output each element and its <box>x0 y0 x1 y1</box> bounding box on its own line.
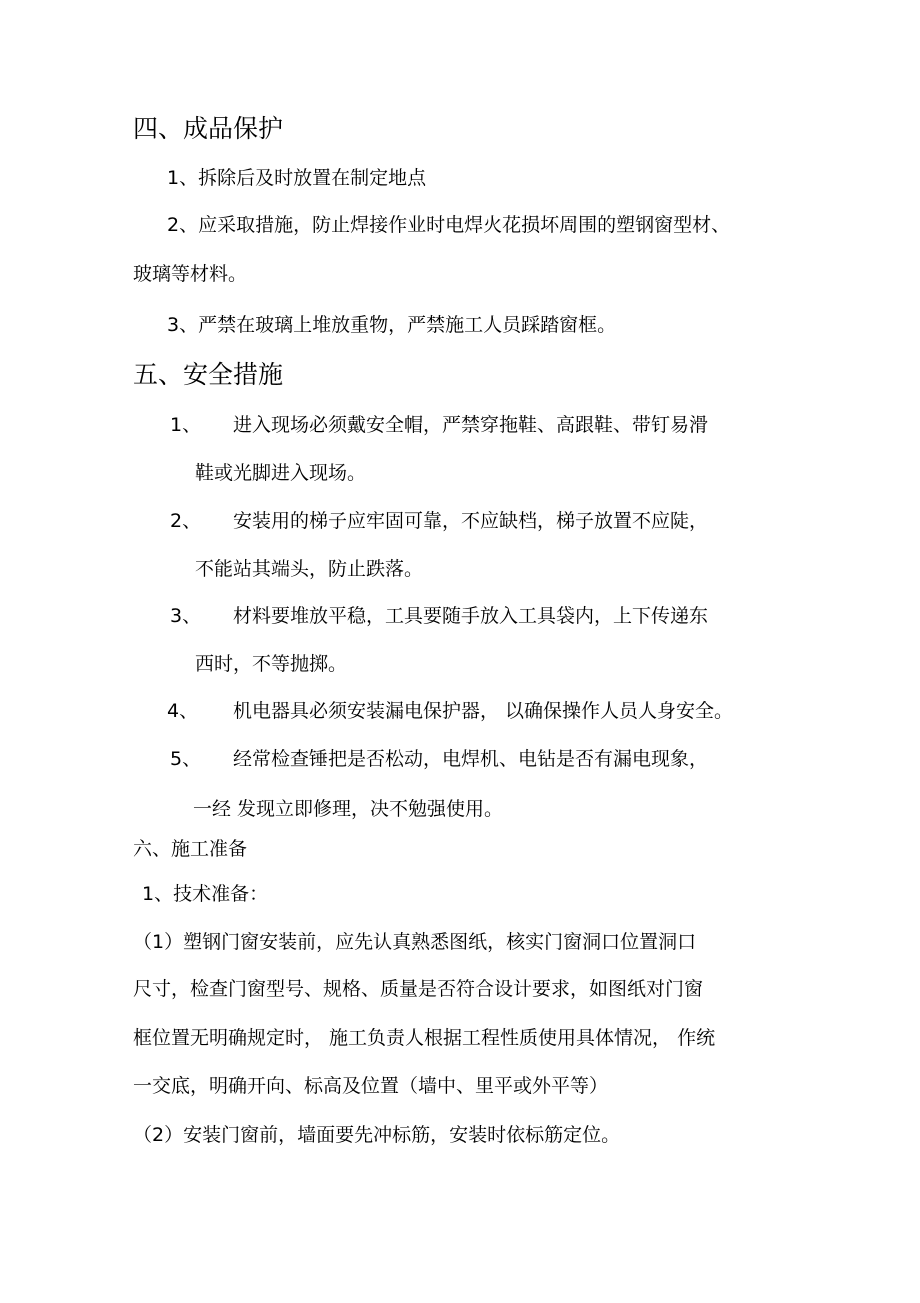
section-6-p1-line2: 尺寸，检查门窗型号、规格、质量是否符合设计要求，如图纸对门窗 <box>133 978 704 1000</box>
section-5-item-2-line1: 安装用的梯子应牢固可靠，不应缺档，梯子放置不应陡， <box>233 510 709 532</box>
section-5-item-3-number: 3、 <box>170 605 202 627</box>
section-5-item-5-line1: 经常检查锤把是否松动，电焊机、电钻是否有漏电现象， <box>233 748 709 770</box>
section-5-item-5-number: 5、 <box>170 748 202 770</box>
section-5-item-3-line2: 西时，不等抛掷。 <box>195 653 348 675</box>
section-4-heading: 四、成品保护 <box>133 114 284 143</box>
section-5-item-2-line2: 不能站其端头，防止跌落。 <box>195 558 424 580</box>
section-4-item-3: 3、严禁在玻璃上堆放重物，严禁施工人员踩踏窗框。 <box>167 314 617 336</box>
section-6-p2: （2）安装门窗前，墙面要先冲标筋，安装时依标筋定位。 <box>133 1124 621 1146</box>
section-6-p1-line1: （1）塑钢门窗安装前，应先认真熟悉图纸，核实门窗洞口位置洞口 <box>133 931 697 953</box>
section-6-p1-line3: 框位置无明确规定时， 施工负责人根据工程性质使用具体情况， 作统 <box>133 1027 716 1049</box>
section-5-item-1-number: 1、 <box>170 414 202 436</box>
section-4-item-1: 1、拆除后及时放置在制定地点 <box>167 167 427 189</box>
section-5-item-1-line1: 进入现场必须戴安全帽，严禁穿拖鞋、高跟鞋、带钉易滑 <box>233 414 709 436</box>
section-5-item-2-number: 2、 <box>170 510 202 532</box>
section-6-p1-line4: 一交底，明确开向、标高及位置（墙中、里平或外平等） <box>133 1075 609 1097</box>
section-6-sub-1: 1、技术准备： <box>142 883 269 905</box>
section-5-item-3-line1: 材料要堆放平稳，工具要随手放入工具袋内，上下传递东 <box>233 605 709 627</box>
section-6-heading: 六、施工准备 <box>133 838 248 860</box>
section-5-item-5-line2: 一经 发现立即修理，决不勉强使用。 <box>193 798 504 820</box>
section-4-item-2-cont: 玻璃等材料。 <box>133 263 248 285</box>
section-5-item-1-line2: 鞋或光脚进入现场。 <box>195 462 367 484</box>
section-5-item-4-line1: 机电器具必须安装漏电保护器， 以确保操作人员人身安全。 <box>233 700 734 722</box>
section-4-item-2: 2、应采取措施，防止焊接作业时电焊火花损坏周围的塑钢窗型材、 <box>167 214 731 236</box>
section-5-heading: 五、安全措施 <box>133 360 284 389</box>
section-5-item-4-number: 4、 <box>167 700 199 722</box>
